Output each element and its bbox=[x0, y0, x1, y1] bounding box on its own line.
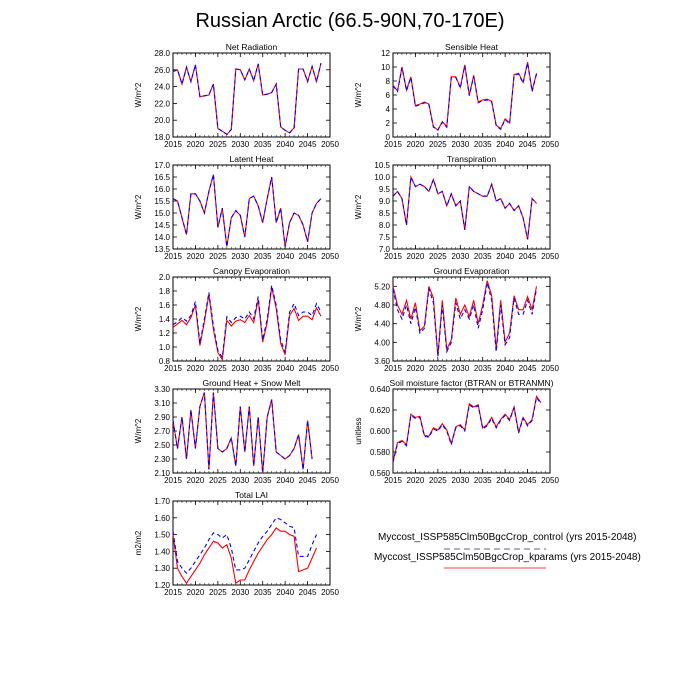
y-tick-label: 4.00 bbox=[374, 338, 390, 348]
panel-5 bbox=[354, 266, 559, 373]
series-line-control bbox=[393, 177, 537, 239]
x-tick-label: 2050 bbox=[541, 140, 559, 149]
series-line-control bbox=[173, 175, 321, 247]
panel-title: Latent Heat bbox=[229, 154, 274, 164]
y-tick-label: 0 bbox=[385, 133, 390, 142]
x-tick-label: 2020 bbox=[406, 252, 425, 261]
y-axis-label: W/m^2 bbox=[354, 82, 363, 108]
y-tick-label: 7.5 bbox=[378, 233, 390, 242]
x-tick-label: 2020 bbox=[406, 140, 425, 149]
series-line-kparams bbox=[393, 281, 537, 357]
x-tick-label: 2040 bbox=[276, 364, 295, 373]
y-tick-label: 8.0 bbox=[378, 221, 390, 230]
y-tick-label: 2.10 bbox=[154, 469, 170, 478]
y-tick-label: 7.0 bbox=[378, 245, 390, 254]
x-tick-label: 2025 bbox=[208, 252, 227, 261]
panel-3 bbox=[354, 154, 559, 261]
x-tick-label: 2015 bbox=[164, 588, 182, 597]
x-tick-label: 2025 bbox=[428, 140, 447, 149]
x-tick-label: 2020 bbox=[186, 140, 205, 149]
x-tick-label: 2015 bbox=[164, 364, 182, 373]
x-tick-label: 2025 bbox=[208, 364, 227, 373]
panel-7 bbox=[354, 378, 559, 485]
y-tick-label: 9.5 bbox=[378, 185, 390, 194]
x-tick-label: 2020 bbox=[186, 476, 205, 485]
x-tick-label: 2020 bbox=[186, 252, 205, 261]
y-tick-label: 3.60 bbox=[374, 357, 390, 366]
x-tick-label: 2050 bbox=[321, 588, 339, 597]
x-tick-label: 2020 bbox=[406, 476, 425, 485]
y-tick-label: 0.8 bbox=[158, 357, 170, 366]
x-tick-label: 2040 bbox=[276, 476, 295, 485]
y-tick-label: 15.0 bbox=[154, 209, 170, 218]
series-line-control bbox=[173, 63, 321, 134]
y-tick-label: 1.50 bbox=[154, 530, 170, 540]
x-tick-label: 2015 bbox=[164, 252, 182, 261]
y-tick-label: 1.70 bbox=[154, 497, 170, 506]
y-tick-label: 1.4 bbox=[158, 315, 170, 324]
x-tick-label: 2050 bbox=[541, 364, 559, 373]
x-tick-label: 2050 bbox=[541, 476, 559, 485]
x-tick-label: 2020 bbox=[406, 364, 425, 373]
y-tick-label: 1.0 bbox=[158, 343, 170, 352]
x-tick-label: 2015 bbox=[384, 252, 402, 261]
x-tick-label: 2030 bbox=[451, 252, 470, 261]
y-tick-label: 28.0 bbox=[154, 49, 170, 58]
y-tick-label: 0.560 bbox=[369, 469, 390, 478]
y-tick-label: 0.620 bbox=[369, 406, 390, 415]
panel-2 bbox=[134, 154, 339, 261]
y-tick-label: 26.0 bbox=[154, 65, 170, 75]
y-tick-label: 1.8 bbox=[158, 287, 170, 296]
x-tick-label: 2045 bbox=[518, 252, 537, 261]
panel-title: Net Radiation bbox=[225, 42, 278, 52]
y-tick-label: 0.640 bbox=[369, 385, 390, 394]
x-tick-label: 2035 bbox=[253, 364, 272, 373]
series-line-kparams bbox=[393, 177, 537, 239]
series-line-control bbox=[173, 285, 321, 357]
x-tick-label: 2015 bbox=[164, 140, 182, 149]
y-tick-label: 12 bbox=[381, 49, 390, 58]
y-tick-label: 14.5 bbox=[154, 221, 170, 230]
y-tick-label: 2.30 bbox=[154, 455, 170, 464]
x-tick-label: 2040 bbox=[496, 364, 515, 373]
plot-frame bbox=[393, 389, 550, 473]
x-tick-label: 2040 bbox=[496, 140, 515, 149]
series-line-kparams bbox=[173, 393, 312, 474]
x-tick-label: 2050 bbox=[321, 364, 339, 373]
y-axis-label: W/m^2 bbox=[134, 306, 143, 332]
y-tick-label: 4.40 bbox=[374, 319, 390, 329]
x-tick-label: 2040 bbox=[276, 252, 295, 261]
x-tick-label: 2045 bbox=[518, 364, 537, 373]
x-tick-label: 2025 bbox=[208, 476, 227, 485]
y-tick-label: 1.20 bbox=[154, 581, 170, 590]
x-tick-label: 2035 bbox=[473, 364, 492, 373]
panel-8 bbox=[134, 490, 339, 597]
x-tick-label: 2035 bbox=[473, 252, 492, 261]
y-axis-label: W/m^2 bbox=[134, 194, 143, 220]
x-tick-label: 2045 bbox=[298, 140, 317, 149]
plot-frame bbox=[173, 53, 330, 137]
series-line-control bbox=[393, 283, 537, 357]
x-tick-label: 2045 bbox=[298, 588, 317, 597]
y-tick-label: 17.0 bbox=[154, 161, 170, 170]
panel-title: Transpiration bbox=[446, 154, 497, 164]
y-tick-label: 2.70 bbox=[154, 427, 170, 436]
x-tick-label: 2030 bbox=[231, 252, 250, 261]
x-tick-label: 2050 bbox=[321, 252, 339, 261]
y-tick-label: 13.5 bbox=[154, 245, 170, 254]
y-axis-label: m2/m2 bbox=[134, 530, 143, 556]
x-tick-label: 2015 bbox=[384, 140, 402, 149]
y-tick-label: 15.5 bbox=[154, 197, 170, 206]
y-tick-label: 9.0 bbox=[378, 197, 390, 206]
x-tick-label: 2050 bbox=[541, 252, 559, 261]
x-tick-label: 2040 bbox=[276, 588, 295, 597]
x-tick-label: 2030 bbox=[231, 588, 250, 597]
y-axis-label: unitless bbox=[354, 417, 363, 445]
x-tick-label: 2030 bbox=[231, 140, 250, 149]
legend-line-kparams bbox=[440, 565, 550, 571]
series-line-kparams bbox=[173, 175, 321, 247]
y-axis-label: W/m^2 bbox=[134, 82, 143, 108]
y-axis-label: W/m^2 bbox=[354, 306, 363, 332]
y-tick-label: 4.80 bbox=[374, 301, 390, 310]
y-tick-label: 16.5 bbox=[154, 173, 170, 182]
x-tick-label: 2040 bbox=[496, 252, 515, 261]
x-tick-label: 2045 bbox=[518, 476, 537, 485]
x-tick-label: 2045 bbox=[298, 476, 317, 485]
y-tick-label: 1.6 bbox=[158, 301, 170, 310]
x-tick-label: 2020 bbox=[186, 364, 205, 373]
x-tick-label: 2035 bbox=[473, 476, 492, 485]
y-tick-label: 3.10 bbox=[154, 399, 170, 408]
y-tick-label: 6 bbox=[385, 91, 390, 100]
y-tick-label: 22.0 bbox=[154, 99, 170, 109]
y-tick-label: 10.0 bbox=[374, 173, 390, 182]
y-tick-label: 8.5 bbox=[378, 209, 390, 218]
y-tick-label: 2 bbox=[385, 119, 390, 128]
y-tick-label: 5.20 bbox=[374, 282, 390, 292]
y-tick-label: 1.60 bbox=[154, 513, 170, 523]
x-tick-label: 2015 bbox=[164, 476, 182, 485]
y-tick-label: 14.0 bbox=[154, 233, 170, 242]
x-tick-label: 2030 bbox=[451, 140, 470, 149]
x-tick-label: 2030 bbox=[231, 364, 250, 373]
panel-title: Total LAI bbox=[234, 490, 269, 500]
plot-frame bbox=[173, 501, 330, 585]
legend-label-kparams: Myccost_ISSP585Clm50BgcCrop_kparams (yrs 2015-2048) bbox=[374, 552, 641, 563]
panel-title: Soil moisture factor (BTRAN or BTRANMN) bbox=[389, 378, 554, 388]
panel-1 bbox=[354, 42, 559, 149]
panel-6 bbox=[134, 378, 339, 485]
x-tick-label: 2025 bbox=[428, 252, 447, 261]
y-tick-label: 0.600 bbox=[369, 427, 390, 436]
x-tick-label: 2030 bbox=[231, 476, 250, 485]
x-tick-label: 2025 bbox=[428, 364, 447, 373]
y-tick-label: 1.40 bbox=[154, 547, 170, 557]
panel-title: Ground Heat + Snow Melt bbox=[202, 378, 301, 388]
y-tick-label: 2.90 bbox=[154, 413, 170, 422]
x-tick-label: 2030 bbox=[451, 364, 470, 373]
x-tick-label: 2035 bbox=[473, 140, 492, 149]
x-tick-label: 2045 bbox=[518, 140, 537, 149]
panel-4 bbox=[134, 266, 339, 373]
x-tick-label: 2020 bbox=[186, 588, 205, 597]
x-tick-label: 2050 bbox=[321, 476, 339, 485]
y-axis-label: W/m^2 bbox=[134, 418, 143, 444]
x-tick-label: 2035 bbox=[253, 476, 272, 485]
panel-title: Sensible Heat bbox=[445, 42, 498, 52]
y-tick-label: 2.0 bbox=[158, 273, 170, 282]
plot-frame bbox=[393, 277, 550, 361]
y-tick-label: 2.50 bbox=[154, 441, 170, 450]
x-tick-label: 2025 bbox=[428, 476, 447, 485]
x-tick-label: 2040 bbox=[276, 140, 295, 149]
y-tick-label: 10.5 bbox=[374, 161, 390, 170]
series-line-kparams bbox=[393, 396, 541, 461]
x-tick-label: 2040 bbox=[496, 476, 515, 485]
legend-label-control: Myccost_ISSP585Clm50BgcCrop_control (yrs 2015-2048) bbox=[378, 532, 637, 543]
x-tick-label: 2035 bbox=[253, 140, 272, 149]
x-tick-label: 2025 bbox=[208, 588, 227, 597]
y-tick-label: 1.2 bbox=[158, 329, 170, 338]
y-tick-label: 8 bbox=[385, 77, 390, 86]
y-tick-label: 18.0 bbox=[154, 133, 170, 142]
y-tick-label: 16.0 bbox=[154, 185, 170, 194]
x-tick-label: 2030 bbox=[451, 476, 470, 485]
y-tick-label: 1.30 bbox=[154, 564, 170, 574]
series-line-kparams bbox=[393, 62, 537, 130]
y-axis-label: W/m^2 bbox=[354, 194, 363, 220]
x-tick-label: 2045 bbox=[298, 364, 317, 373]
panel-0 bbox=[134, 42, 339, 149]
series-line-kparams bbox=[173, 528, 317, 583]
y-tick-label: 20.0 bbox=[154, 116, 170, 126]
panel-title: Ground Evaporation bbox=[433, 266, 510, 276]
y-tick-label: 3.30 bbox=[154, 385, 170, 394]
series-line-kparams bbox=[173, 288, 321, 360]
x-tick-label: 2035 bbox=[253, 588, 272, 597]
y-tick-label: 4 bbox=[385, 105, 390, 114]
y-tick-label: 10 bbox=[381, 63, 390, 72]
x-tick-label: 2035 bbox=[253, 252, 272, 261]
x-tick-label: 2015 bbox=[384, 364, 402, 373]
x-tick-label: 2050 bbox=[321, 140, 339, 149]
y-tick-label: 24.0 bbox=[154, 82, 170, 92]
panel-title: Canopy Evaporation bbox=[212, 266, 291, 276]
y-tick-label: 0.580 bbox=[369, 448, 390, 457]
page-title: Russian Arctic (66.5-90N,70-170E) bbox=[195, 10, 505, 32]
x-tick-label: 2025 bbox=[208, 140, 227, 149]
x-tick-label: 2015 bbox=[384, 476, 402, 485]
x-tick-label: 2045 bbox=[298, 252, 317, 261]
